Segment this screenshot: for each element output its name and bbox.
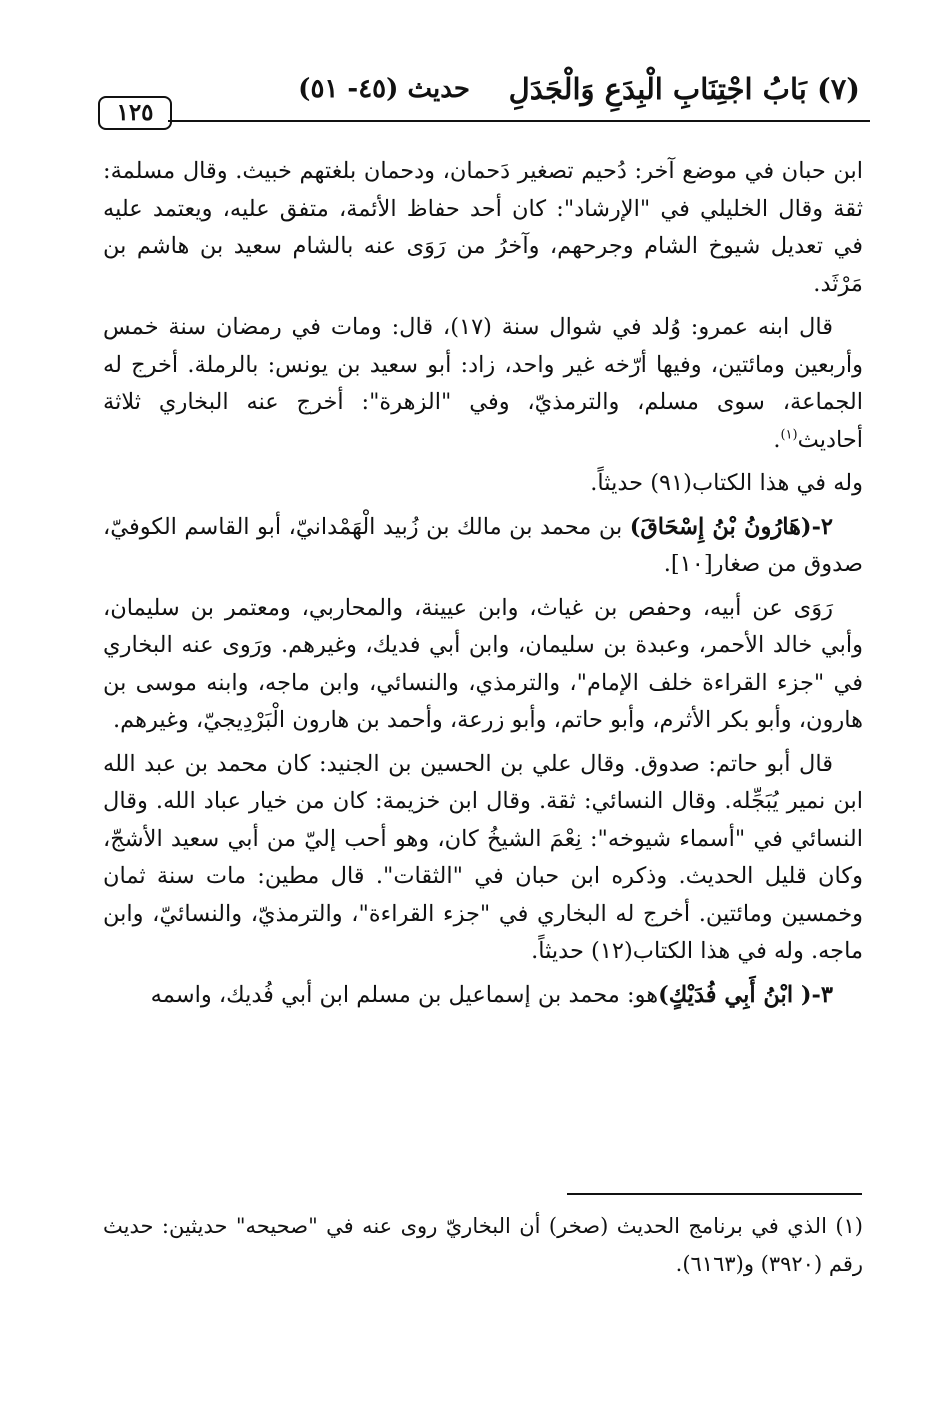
entry-harun-text: بن محمد بن مالك بن زُبيد الْهَمْدانيّ، أبو القاسم الكوفيّ، صدوق من صغار[١٠].	[103, 513, 863, 577]
entry-ibn-abi-fudayk-text: هو: محمد بن إسماعيل بن مسلم ابن أبي فُديك، واسمه	[150, 981, 659, 1008]
paragraph-death-text: قال ابنه عمرو: وُلد في شوال سنة (١٧)، قال: ومات في رمضان سنة خمس وأربعين ومائتين، وفيها أرّخه غير واحد، زاد: أبو سعيد بن يونس: بالرملة. أخرج له الجماعة، سوى مسلم، والترمذيّ، وفي "الزهرة": أخرج عنه البخاري ثلاثة أحاديث	[103, 314, 863, 453]
footnote-rule	[567, 1193, 862, 1195]
entry-ibn-abi-fudayk	[103, 977, 863, 1015]
paragraph-hadith-count: وله في هذا الكتاب(٩١) حديثاً.	[590, 470, 863, 496]
paragraph-continuation: ابن حبان في موضع آخر: دُحيم تصغير دَحمان، ودحمان بلغتهم خبيث. وقال مسلمة: ثقة وقال الخليلي في "الإرشاد": كان أحد حفاظ الأئمة، متفق عليه، ويعتمد عليه في تعديل شيوخ الشام وجرحهم، وآخرُ من رَوَى عنه بالشام سعيد بن هاشم بن مَرْثَد.	[103, 158, 863, 297]
entry-harun	[103, 509, 863, 584]
footnotes	[103, 1207, 863, 1283]
footnote-reference: (١)	[780, 427, 798, 442]
header-rule	[168, 120, 870, 122]
chapter-title: (٧) بَابُ اجْتِنَابِ الْبِدَعِ وَالْجَدَلِ	[508, 72, 860, 106]
page-header	[98, 70, 870, 130]
paragraph-death-info	[103, 309, 863, 459]
body-text	[103, 153, 863, 1020]
page-number: ١٢٥	[98, 96, 172, 130]
entry-harun-name: ٢-(هَارُونُ بْنُ إِسْحَاقَ)	[629, 513, 833, 540]
entry-ibn-abi-fudayk-name: ٣-( ابْنُ أَبِي فُدَيْكٍ)	[658, 981, 833, 1008]
footnote-1: (١) الذي في برنامج الحديث (صخر) أن البخاريّ روى عنه في "صحيحه" حديثين: حديث رقم (٣٩٢٠) و(٦١٦٣).	[103, 1214, 863, 1276]
paragraph-evaluations: قال أبو حاتم: صدوق. وقال علي بن الحسين بن الجنيد: كان محمد بن عبد الله ابن نمير يُبَجِّله. وقال النسائي: ثقة. وقال ابن خزيمة: كان من خيار عباد الله. وقال النسائي في "أسماء شيوخه": نِعْمَ الشيخُ كان، وهو أحب إليّ من أبي سعيد الأشجّ، وكان قليل الحديث. وذكره ابن حبان في "الثقات". قال مطين: مات سنة ثمان وخمسين ومائتين. أخرج له البخاري في "جزء القراءة"، والترمذيّ، والنسائيّ، وابن ماجه. وله في هذا الكتاب(١٢) حديثاً.	[103, 750, 863, 964]
paragraph-narrators: رَوَى عن أبيه، وحفص بن غياث، وابن عيينة، والمحاربي، ومعتمر بن سليمان، وأبي خالد الأحمر، وعبدة بن سليمان، وابن أبي فديك، وغيرهم. ورَوى عنه البخاري في "جزء القراءة خلف الإمام"، والترمذي، والنسائي، وابن ماجه، وابنه موسى بن هارون، وأبو بكر الأثرم، وأبو حاتم، وأبو زرعة، وأحمد بن هارون الْبَرْدِيجيّ، وغيرهم.	[103, 594, 863, 733]
hadith-range: حديث (٤٥- ٥١)	[298, 74, 470, 104]
sentence-end: .	[773, 426, 781, 453]
